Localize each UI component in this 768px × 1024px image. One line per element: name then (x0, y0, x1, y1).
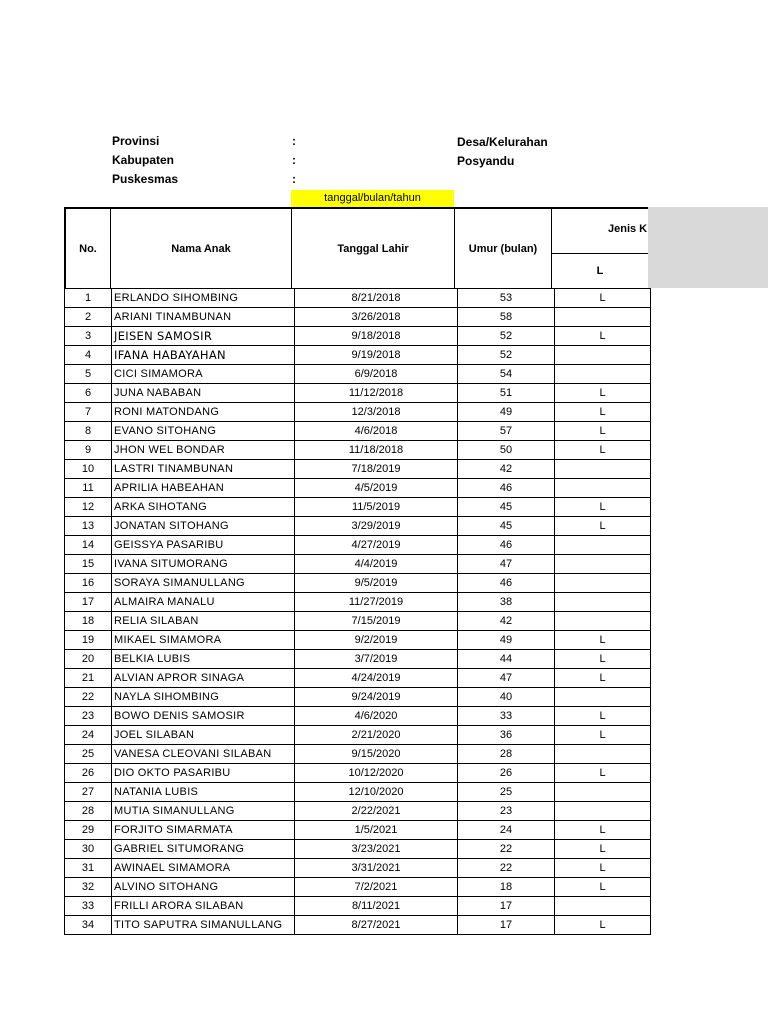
child-name[interactable]: ARIANI TINAMBUNAN (112, 308, 295, 327)
birth-date[interactable]: 9/5/2019 (295, 574, 458, 593)
row-number[interactable]: 21 (65, 669, 112, 688)
row-number[interactable]: 23 (65, 707, 112, 726)
row-number[interactable]: 3 (65, 327, 112, 346)
birth-date[interactable]: 4/27/2019 (295, 536, 458, 555)
sex-l-mark[interactable] (555, 593, 651, 612)
birth-date[interactable]: 7/18/2019 (295, 460, 458, 479)
row-number[interactable]: 9 (65, 441, 112, 460)
row-number[interactable]: 6 (65, 384, 112, 403)
child-name[interactable]: MUTIA SIMANULLANG (112, 802, 295, 821)
row-number[interactable]: 28 (65, 802, 112, 821)
row-number[interactable]: 1 (65, 289, 112, 308)
sex-l-mark[interactable] (555, 479, 651, 498)
birth-date[interactable]: 11/12/2018 (295, 384, 458, 403)
sex-l-mark[interactable] (555, 574, 651, 593)
row-number[interactable]: 20 (65, 650, 112, 669)
table-row[interactable] (65, 574, 651, 593)
posyandu-label: Posyandu (457, 154, 515, 168)
child-name[interactable]: JUNA NABABAN (112, 384, 295, 403)
row-number[interactable]: 31 (65, 859, 112, 878)
age-months[interactable]: 36 (458, 726, 555, 745)
sex-l-mark[interactable]: L (555, 821, 651, 840)
birth-date[interactable]: 3/29/2019 (295, 517, 458, 536)
sex-l-mark[interactable]: L (555, 517, 651, 536)
child-name[interactable]: FRILLI ARORA SILABAN (112, 897, 295, 916)
child-name[interactable]: TITO SAPUTRA SIMANULLANG (112, 916, 295, 935)
sex-l-mark[interactable]: L (555, 327, 651, 346)
birth-date[interactable]: 7/15/2019 (295, 612, 458, 631)
sex-l-mark[interactable]: L (555, 422, 651, 441)
table-row[interactable] (65, 878, 651, 897)
child-name[interactable]: ARKA SIHOTANG (112, 498, 295, 517)
sex-l-mark[interactable] (555, 745, 651, 764)
age-months[interactable]: 33 (458, 707, 555, 726)
child-name[interactable]: JOEL SILABAN (112, 726, 295, 745)
table-row[interactable] (65, 707, 651, 726)
child-name[interactable]: BELKIA LUBIS (112, 650, 295, 669)
child-name[interactable]: ALMAIRA MANALU (112, 593, 295, 612)
row-number[interactable]: 25 (65, 745, 112, 764)
table-row[interactable] (65, 840, 651, 859)
sex-l-mark[interactable]: L (555, 441, 651, 460)
birth-date[interactable]: 1/5/2021 (295, 821, 458, 840)
row-number[interactable]: 2 (65, 308, 112, 327)
birth-date[interactable]: 4/6/2018 (295, 422, 458, 441)
provinsi-label: Provinsi (112, 134, 160, 148)
sex-l-mark[interactable]: L (555, 403, 651, 422)
table-row[interactable] (65, 365, 651, 384)
birth-date[interactable]: 4/24/2019 (295, 669, 458, 688)
child-name[interactable]: JHON WEL BONDAR (112, 441, 295, 460)
child-name[interactable]: ERLANDO SIHOMBING (112, 289, 295, 308)
row-number[interactable]: 13 (65, 517, 112, 536)
kabupaten-colon: : (292, 153, 296, 167)
sex-l-mark[interactable]: L (555, 840, 651, 859)
table-row[interactable] (65, 498, 651, 517)
child-name[interactable]: JEISEN SAMOSIR (112, 327, 295, 346)
age-months[interactable]: 17 (458, 916, 555, 935)
sex-l-mark[interactable]: L (555, 707, 651, 726)
table-row[interactable] (65, 650, 651, 669)
row-number[interactable]: 30 (65, 840, 112, 859)
child-name[interactable]: ALVINO SITOHANG (112, 878, 295, 897)
table-row[interactable] (65, 916, 651, 935)
sex-l-mark[interactable]: L (555, 289, 651, 308)
age-months[interactable]: 42 (458, 460, 555, 479)
sex-l-mark[interactable] (555, 536, 651, 555)
row-number[interactable]: 8 (65, 422, 112, 441)
table-row[interactable] (65, 536, 651, 555)
column-header-name: Nama Anak (110, 207, 292, 289)
row-number[interactable]: 22 (65, 688, 112, 707)
kabupaten-label: Kabupaten (112, 153, 175, 167)
sex-l-mark[interactable]: L (555, 764, 651, 783)
sex-l-mark[interactable]: L (555, 669, 651, 688)
table-row[interactable] (65, 669, 651, 688)
age-months[interactable]: 46 (458, 479, 555, 498)
row-number[interactable]: 12 (65, 498, 112, 517)
child-name[interactable]: RELIA SILABAN (112, 612, 295, 631)
sex-l-mark[interactable] (555, 783, 651, 802)
table-row[interactable] (65, 612, 651, 631)
sex-l-mark[interactable] (555, 688, 651, 707)
birth-date[interactable]: 3/23/2021 (295, 840, 458, 859)
birth-date[interactable]: 4/5/2019 (295, 479, 458, 498)
table-row[interactable] (65, 821, 651, 840)
child-name[interactable]: EVANO SITOHANG (112, 422, 295, 441)
sex-l-mark[interactable]: L (555, 859, 651, 878)
sex-l-mark[interactable]: L (555, 384, 651, 403)
birth-date[interactable]: 11/18/2018 (295, 441, 458, 460)
table-row[interactable] (65, 783, 651, 802)
table-row[interactable] (65, 859, 651, 878)
age-months[interactable]: 17 (458, 897, 555, 916)
birth-date[interactable]: 7/2/2021 (295, 878, 458, 897)
age-months[interactable]: 45 (458, 498, 555, 517)
child-name[interactable]: AWINAEL SIMAMORA (112, 859, 295, 878)
row-number[interactable]: 4 (65, 346, 112, 365)
column-header-dob: Tanggal Lahir (291, 207, 455, 289)
row-number[interactable]: 32 (65, 878, 112, 897)
age-months[interactable]: 58 (458, 308, 555, 327)
birth-date[interactable]: 9/24/2019 (295, 688, 458, 707)
row-number[interactable]: 14 (65, 536, 112, 555)
row-number[interactable]: 26 (65, 764, 112, 783)
child-name[interactable]: MIKAEL SIMAMORA (112, 631, 295, 650)
age-months[interactable]: 42 (458, 612, 555, 631)
age-months[interactable]: 52 (458, 346, 555, 365)
puskesmas-colon: : (292, 172, 296, 186)
child-name[interactable]: BOWO DENIS SAMOSIR (112, 707, 295, 726)
age-months[interactable]: 50 (458, 441, 555, 460)
birth-date[interactable]: 3/26/2018 (295, 308, 458, 327)
birth-date[interactable]: 8/11/2021 (295, 897, 458, 916)
birth-date[interactable]: 9/19/2018 (295, 346, 458, 365)
birth-date[interactable]: 6/9/2018 (295, 365, 458, 384)
age-months[interactable]: 54 (458, 365, 555, 384)
row-number[interactable]: 10 (65, 460, 112, 479)
table-row[interactable] (65, 802, 651, 821)
age-months[interactable]: 57 (458, 422, 555, 441)
child-name[interactable]: FORJITO SIMARMATA (112, 821, 295, 840)
sex-l-mark[interactable]: L (555, 916, 651, 935)
sex-l-mark[interactable]: L (555, 726, 651, 745)
child-name[interactable]: RONI MATONDANG (112, 403, 295, 422)
birth-date[interactable]: 11/27/2019 (295, 593, 458, 612)
birth-date[interactable]: 9/18/2018 (295, 327, 458, 346)
birth-date[interactable]: 10/12/2020 (295, 764, 458, 783)
child-name[interactable]: DIO OKTO PASARIBU (112, 764, 295, 783)
sex-l-mark[interactable] (555, 555, 651, 574)
child-name[interactable]: GEISSYA PASARIBU (112, 536, 295, 555)
row-number[interactable]: 16 (65, 574, 112, 593)
birth-date[interactable]: 12/3/2018 (295, 403, 458, 422)
age-months[interactable]: 46 (458, 536, 555, 555)
age-months[interactable]: 38 (458, 593, 555, 612)
child-name[interactable]: GABRIEL SITUMORANG (112, 840, 295, 859)
column-header-sex: Jenis K (608, 223, 648, 235)
table-row[interactable] (65, 460, 651, 479)
column-header-age: Umur (bulan) (454, 207, 552, 289)
sex-l-mark[interactable]: L (555, 631, 651, 650)
child-name[interactable]: NATANIA LUBIS (112, 783, 295, 802)
birth-date[interactable]: 4/4/2019 (295, 555, 458, 574)
age-months[interactable]: 49 (458, 631, 555, 650)
table-row[interactable] (65, 308, 651, 327)
table-row[interactable] (65, 764, 651, 783)
sex-l-mark[interactable] (555, 308, 651, 327)
birth-date[interactable]: 4/6/2020 (295, 707, 458, 726)
age-months[interactable]: 18 (458, 878, 555, 897)
child-name[interactable]: JONATAN SITOHANG (112, 517, 295, 536)
row-number[interactable]: 18 (65, 612, 112, 631)
row-number[interactable]: 19 (65, 631, 112, 650)
column-header-sex-l: L (551, 253, 648, 289)
birth-date[interactable]: 8/27/2021 (295, 916, 458, 935)
children-table (64, 288, 651, 935)
birth-date[interactable]: 11/5/2019 (295, 498, 458, 517)
age-months[interactable]: 46 (458, 574, 555, 593)
table-row[interactable] (65, 897, 651, 916)
date-format-hint: tanggal/bulan/tahun (291, 190, 454, 207)
puskesmas-label: Puskesmas (112, 172, 179, 186)
age-months[interactable]: 25 (458, 783, 555, 802)
sex-l-mark[interactable]: L (555, 878, 651, 897)
age-months[interactable]: 26 (458, 764, 555, 783)
table-row[interactable] (65, 441, 651, 460)
age-months[interactable]: 52 (458, 327, 555, 346)
table-row[interactable] (65, 403, 651, 422)
birth-date[interactable]: 9/15/2020 (295, 745, 458, 764)
sex-l-mark[interactable] (555, 460, 651, 479)
row-number[interactable]: 17 (65, 593, 112, 612)
child-name[interactable]: NAYLA SIHOMBING (112, 688, 295, 707)
sex-l-mark[interactable] (555, 897, 651, 916)
age-months[interactable]: 23 (458, 802, 555, 821)
child-name[interactable]: IFANA HABAYAHAN (112, 346, 295, 365)
age-months[interactable]: 22 (458, 840, 555, 859)
row-number[interactable]: 15 (65, 555, 112, 574)
birth-date[interactable]: 3/7/2019 (295, 650, 458, 669)
table-row[interactable] (65, 688, 651, 707)
table-row[interactable] (65, 726, 651, 745)
table-row[interactable] (65, 631, 651, 650)
table-row[interactable] (65, 289, 651, 308)
table-row[interactable] (65, 384, 651, 403)
child-name[interactable]: IVANA SITUMORANG (112, 555, 295, 574)
age-months[interactable]: 45 (458, 517, 555, 536)
sex-l-mark[interactable] (555, 365, 651, 384)
sex-l-mark[interactable]: L (555, 498, 651, 517)
row-number[interactable]: 5 (65, 365, 112, 384)
table-row[interactable] (65, 346, 651, 365)
desa-kelurahan-label: Desa/Kelurahan (457, 135, 548, 149)
row-number[interactable]: 29 (65, 821, 112, 840)
birth-date[interactable]: 8/21/2018 (295, 289, 458, 308)
table-row[interactable] (65, 422, 651, 441)
sex-l-mark[interactable]: L (555, 650, 651, 669)
row-number[interactable]: 7 (65, 403, 112, 422)
age-months[interactable]: 47 (458, 555, 555, 574)
child-name[interactable]: APRILIA HABEAHAN (112, 479, 295, 498)
age-months[interactable]: 22 (458, 859, 555, 878)
child-name[interactable]: CICI SIMAMORA (112, 365, 295, 384)
sex-l-mark[interactable] (555, 612, 651, 631)
age-months[interactable]: 49 (458, 403, 555, 422)
birth-date[interactable]: 2/22/2021 (295, 802, 458, 821)
row-number[interactable]: 34 (65, 916, 112, 935)
age-months[interactable]: 24 (458, 821, 555, 840)
age-months[interactable]: 47 (458, 669, 555, 688)
birth-date[interactable]: 3/31/2021 (295, 859, 458, 878)
age-months[interactable]: 40 (458, 688, 555, 707)
row-number[interactable]: 11 (65, 479, 112, 498)
birth-date[interactable]: 2/21/2020 (295, 726, 458, 745)
table-row[interactable] (65, 327, 651, 346)
child-name[interactable]: ALVIAN APROR SINAGA (112, 669, 295, 688)
table-row[interactable] (65, 593, 651, 612)
provinsi-colon: : (292, 134, 296, 148)
row-number[interactable]: 24 (65, 726, 112, 745)
table-row[interactable] (65, 479, 651, 498)
row-number[interactable]: 33 (65, 897, 112, 916)
sex-l-mark[interactable] (555, 346, 651, 365)
sex-l-mark[interactable] (555, 802, 651, 821)
table-row[interactable] (65, 555, 651, 574)
age-months[interactable]: 53 (458, 289, 555, 308)
child-name[interactable]: LASTRI TINAMBUNAN (112, 460, 295, 479)
age-months[interactable]: 44 (458, 650, 555, 669)
age-months[interactable]: 28 (458, 745, 555, 764)
table-row[interactable] (65, 745, 651, 764)
birth-date[interactable]: 12/10/2020 (295, 783, 458, 802)
table-row[interactable] (65, 517, 651, 536)
row-number[interactable]: 27 (65, 783, 112, 802)
age-months[interactable]: 51 (458, 384, 555, 403)
header-gray-extension (647, 207, 768, 288)
child-name[interactable]: VANESA CLEOVANI SILABAN (112, 745, 295, 764)
child-name[interactable]: SORAYA SIMANULLANG (112, 574, 295, 593)
column-header-no: No. (64, 207, 111, 289)
birth-date[interactable]: 9/2/2019 (295, 631, 458, 650)
